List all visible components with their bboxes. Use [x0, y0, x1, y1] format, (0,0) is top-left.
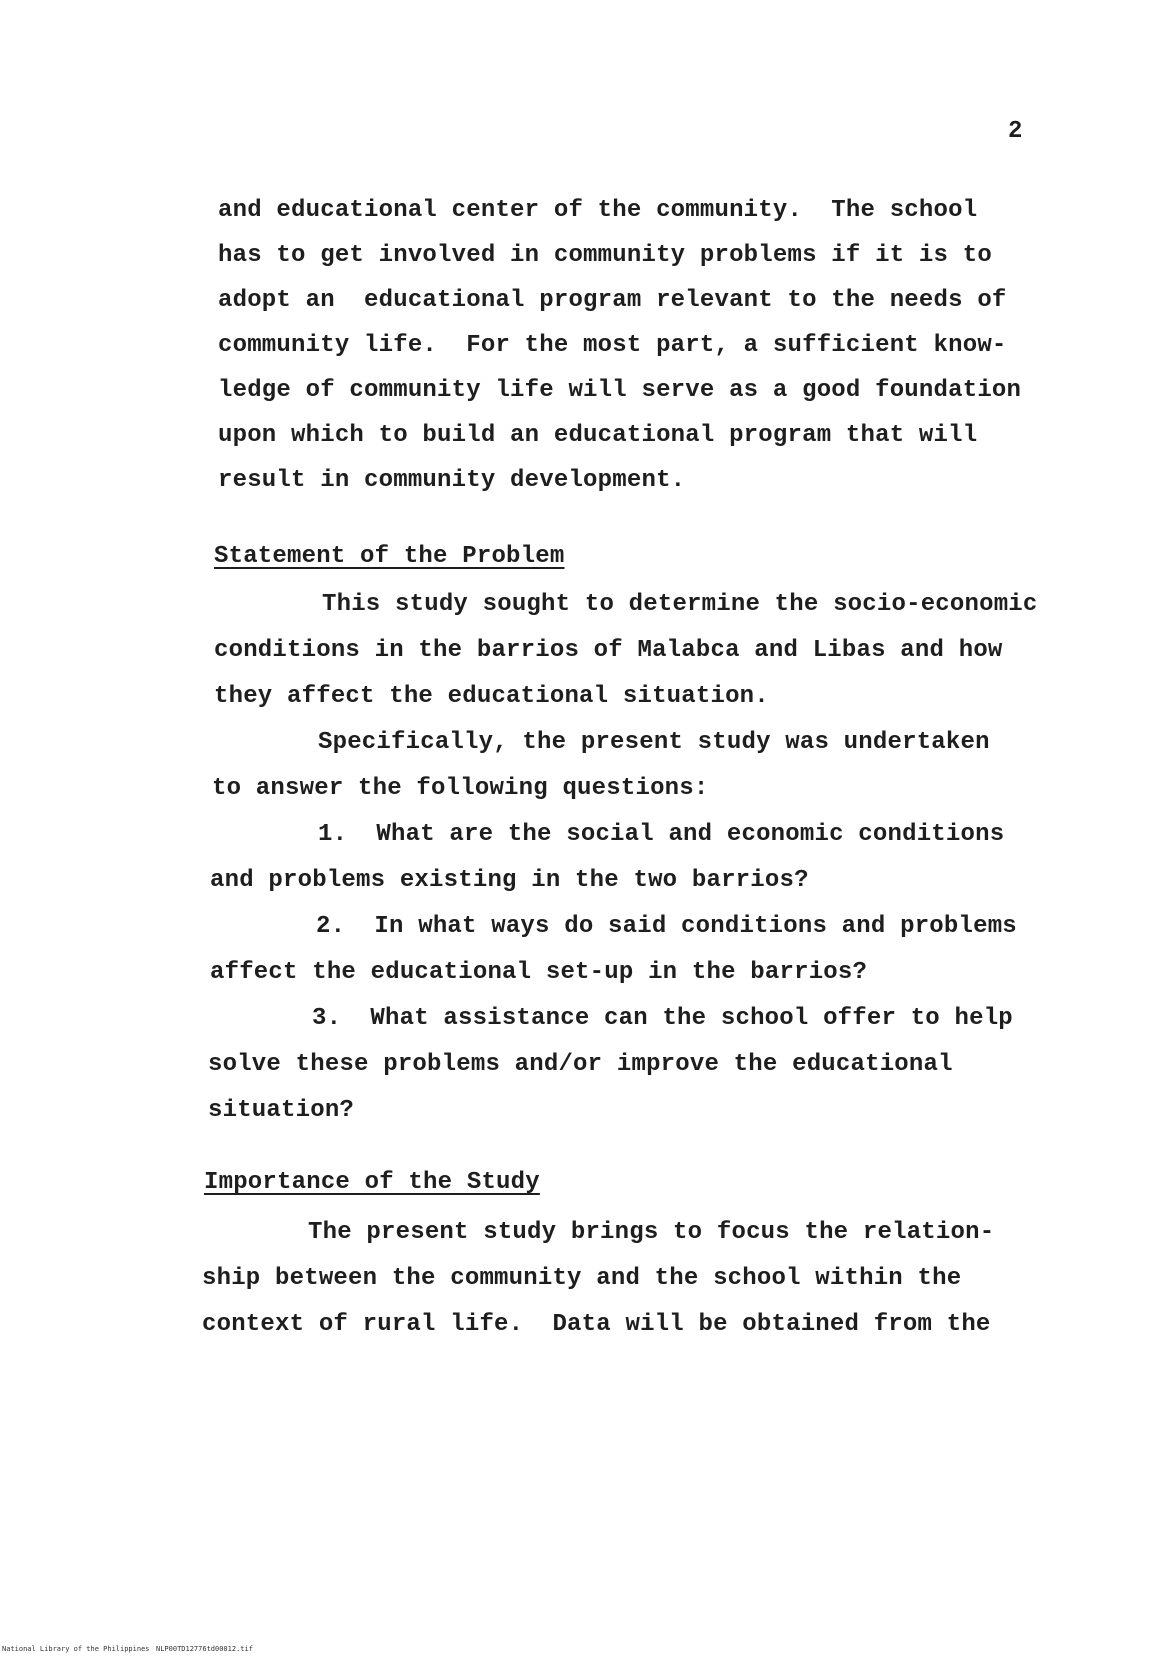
importance-paragraph-line: The present study brings to focus the relation-	[308, 1219, 995, 1246]
paragraph-1-line: ledge of community life will serve as a good foundation	[218, 377, 1022, 404]
paragraph-1-line: and educational center of the community. The school	[218, 197, 978, 224]
footer-file-label: NLP00TD12776td00012.tif	[156, 1645, 253, 1653]
specific-paragraph-line: Specifically, the present study was undertaken	[318, 729, 990, 756]
paragraph-1-line: result in community development.	[218, 467, 686, 494]
page-number: 2	[1008, 118, 1023, 145]
paragraph-1-line: community life. For the most part, a sufficient know-	[218, 332, 1007, 359]
footer-library-label: National Library of the Philippines	[2, 1645, 150, 1653]
paragraph-1-line: has to get involved in community problems if it is to	[218, 242, 992, 269]
specific-paragraph-line: to answer the following questions:	[212, 775, 709, 802]
paragraph-1-line: adopt an educational program relevant to the needs of	[218, 287, 1007, 314]
importance-paragraph-line: ship between the community and the school within the	[202, 1265, 962, 1292]
question-1-line: 1. What are the social and economic conditions	[318, 821, 1005, 848]
question-3-line: situation?	[208, 1097, 355, 1124]
question-2-line: affect the educational set-up in the barrios?	[210, 959, 868, 986]
question-1-line: and problems existing in the two barrios?	[210, 867, 809, 894]
paragraph-1-line: upon which to build an educational program that will	[218, 422, 978, 449]
question-2-line: 2. In what ways do said conditions and problems	[316, 913, 1017, 940]
section-heading-importance: Importance of the Study	[204, 1169, 540, 1196]
problem-paragraph-line: they affect the educational situation.	[214, 683, 769, 710]
section-heading-statement: Statement of the Problem	[214, 543, 565, 570]
question-3-line: solve these problems and/or improve the educational	[208, 1051, 953, 1078]
importance-paragraph-line: context of rural life. Data will be obtained from the	[202, 1311, 991, 1338]
problem-paragraph-line: conditions in the barrios of Malabca and Libas and how	[214, 637, 1003, 664]
problem-paragraph-line: This study sought to determine the socio-economic	[322, 591, 1038, 618]
question-3-line: 3. What assistance can the school offer to help	[312, 1005, 1013, 1032]
